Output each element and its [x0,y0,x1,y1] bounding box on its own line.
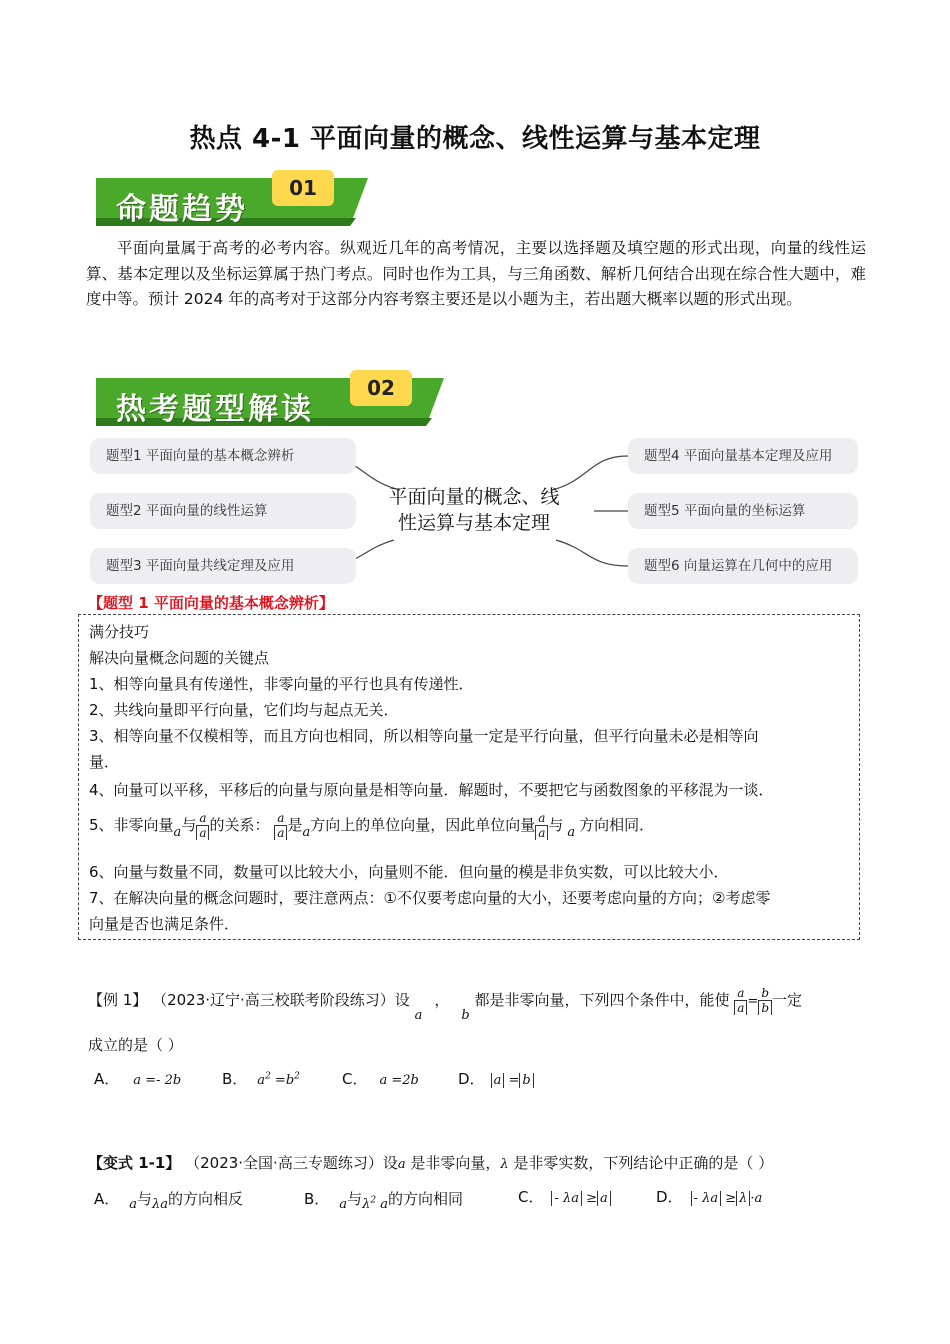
option-expr: - λa ≥ a [551,1191,610,1206]
example-1-question [88,986,803,1023]
tips-item-2: 2、共线向量即平行向量，它们均与起点无关． [89,701,399,719]
example-1-option-a [94,1068,181,1089]
banner-trend [90,174,375,230]
option-label: C． [518,1188,544,1206]
math-vector-a: a [339,1197,348,1212]
intro-paragraph: 平面向量属于高考的必考内容。纵观近几年的高考情况，主要以选择题及填空题的形式出现，向量的线性运算、基本定理以及坐标运算属于热门考点。同时也作为工具，与三角函数、解析几何结合出现在综合性大题中，难度中等。预计 2024 年的高考对于这部分内容考察主要还是以小题为主，若出题大概率以题的形式出现。 [86,239,866,308]
tips-item-4: 4、向量可以平移，平移后的向量与原向量是相等向量．解题时，不要把它与函数图象的平移混为一谈． [89,781,774,799]
tips-box [78,614,860,940]
banner-badge: 02 [350,370,412,406]
option-expr: $a^2 =b^2$ [257,1071,300,1088]
option-text: 的方向相同 [387,1190,463,1208]
mindmap-node-type3: 题型3 平面向量共线定理及应用 [90,548,356,584]
option-expr: a = b [491,1073,534,1088]
mindmap-node-type6: 题型6 向量运算在几何中的应用 [628,548,858,584]
mindmap-center-line2: 性运算与基本定理 [397,512,550,534]
option-label: B． [222,1070,248,1088]
option-text: 与 [137,1190,153,1208]
mindmap-node-type1: 题型1 平面向量的基本概念辨析 [90,438,356,474]
variant-1-1-text: （2023·全国·高三专题练习）设 [185,1154,398,1172]
banner-label: 热考题型解读 [116,392,314,427]
variant-1-1-question [88,1152,773,1173]
math-lambda-sq-a: $\lambda^2$ a [362,1195,388,1212]
option-expr: - λa ≥ λ ·a [691,1191,763,1206]
tips-item-5-text: 与 [181,816,197,834]
option-label: D． [656,1188,683,1206]
example-1-label: 【例 1】 [88,991,148,1009]
math-vector-a: a [129,1197,138,1212]
mindmap-center [356,484,592,536]
variant-1-1-option-a [94,1188,244,1212]
variant-1-1-text: 是非零向量， [410,1154,501,1172]
option-expr: a =- 2b [133,1073,182,1088]
variant-1-1-option-d [656,1186,762,1207]
example-1-option-c [342,1068,419,1089]
example-1-source: （2023·辽宁·高三校联考阶段练习）设 [152,991,410,1009]
option-expr: a =2b [379,1073,419,1088]
banner-label: 命题趋势 [116,192,248,227]
tips-item-7-cont: 向量是否也满足条件． [89,915,240,933]
math-vector-a: a [302,825,311,840]
tips-item-5-text: 5、非零向量 [89,816,174,834]
variant-1-1-option-b [304,1188,463,1212]
tips-item-3-cont: 量． [89,753,120,771]
tips-item-7: 7、在解决向量的概念问题时，要注意两点：①不仅要考虑向量的大小，还要考虑向量的方向；②考虑零 [89,889,771,907]
tips-item-5-text: 与 [548,816,564,834]
mindmap-node-type4: 题型4 平面向量基本定理及应用 [628,438,858,474]
option-label: C． [342,1070,368,1088]
tips-item-6: 6、向量与数量不同，数量可以比较大小，向量则不能．但向量的模是非负实数，可以比较大小． [89,863,729,881]
page-title: 热点 4-1 平面向量的概念、线性运算与基本定理 [189,124,761,154]
example-1-option-d [458,1068,534,1089]
math-vector-a: a [397,1157,406,1172]
example-1-option-b [222,1068,300,1089]
math-comma: ， [434,991,450,1009]
option-label: B． [304,1190,330,1208]
math-lambda-a: λa [152,1197,169,1212]
tips-item-1: 1、相等向量具有传递性，非零向量的平行也具有传递性． [89,675,474,693]
tips-subheading: 解决向量概念问题的关键点 [89,649,270,667]
option-text: 的方向相反 [168,1190,244,1208]
tips-item-5 [89,811,654,840]
example-1-question-cont: 成立的是（ ） [88,1036,183,1054]
variant-1-1-label: 【变式 1-1】 [88,1154,181,1172]
math-unit-vector: $\frac{a}{a}$ [535,811,548,840]
banner-badge: 01 [272,170,334,206]
math-vector-b: b [461,1008,470,1023]
math-equals: = [747,994,759,1009]
tips-item-5-text: 方向相同． [579,816,655,834]
option-label: D． [458,1070,485,1088]
math-unit-vector-a: $\frac{a}{a}$ [734,986,747,1015]
section-title-type1: 【题型 1 平面向量的基本概念辨析】 [88,594,334,612]
mindmap-node-type2: 题型2 平面向量的线性运算 [90,493,356,529]
mindmap-center-line1: 平面向量的概念、线 [388,486,560,508]
tips-item-5-text: 方向上的单位向量，因此单位向量 [310,816,536,834]
option-label: A． [94,1190,120,1208]
math-unit-vector: $\frac{a}{a}$ [196,811,209,840]
tips-item-3: 3、相等向量不仅模相等，而且方向也相同，所以相等向量一定是平行向量，但平行向量未必是相等向 [89,727,759,745]
math-lambda: λ [500,1157,509,1172]
math-unit-vector: $\frac{a}{a}$ [274,811,287,840]
tips-item-5-text: 是 [287,816,303,834]
math-vector-a: a [414,1008,423,1023]
tips-item-5-text: 的关系： [209,816,270,834]
option-label: A． [94,1070,120,1088]
tips-heading: 满分技巧 [89,623,150,641]
example-1-text-tail: 一定 [772,991,803,1009]
example-1-text: 都是非零向量，下列四个条件中，能使 [474,991,730,1009]
math-unit-vector-b: $\frac{b}{b}$ [758,986,772,1015]
math-vector-a: a [567,825,576,840]
variant-1-1-text: 是非零实数，下列结论中正确的是（ ） [513,1154,774,1172]
math-vector-a: a [173,825,182,840]
variant-1-1-option-c [518,1186,611,1207]
option-text: 与 [347,1190,363,1208]
mindmap-node-type5: 题型5 平面向量的坐标运算 [628,493,858,529]
banner-types [90,374,450,430]
